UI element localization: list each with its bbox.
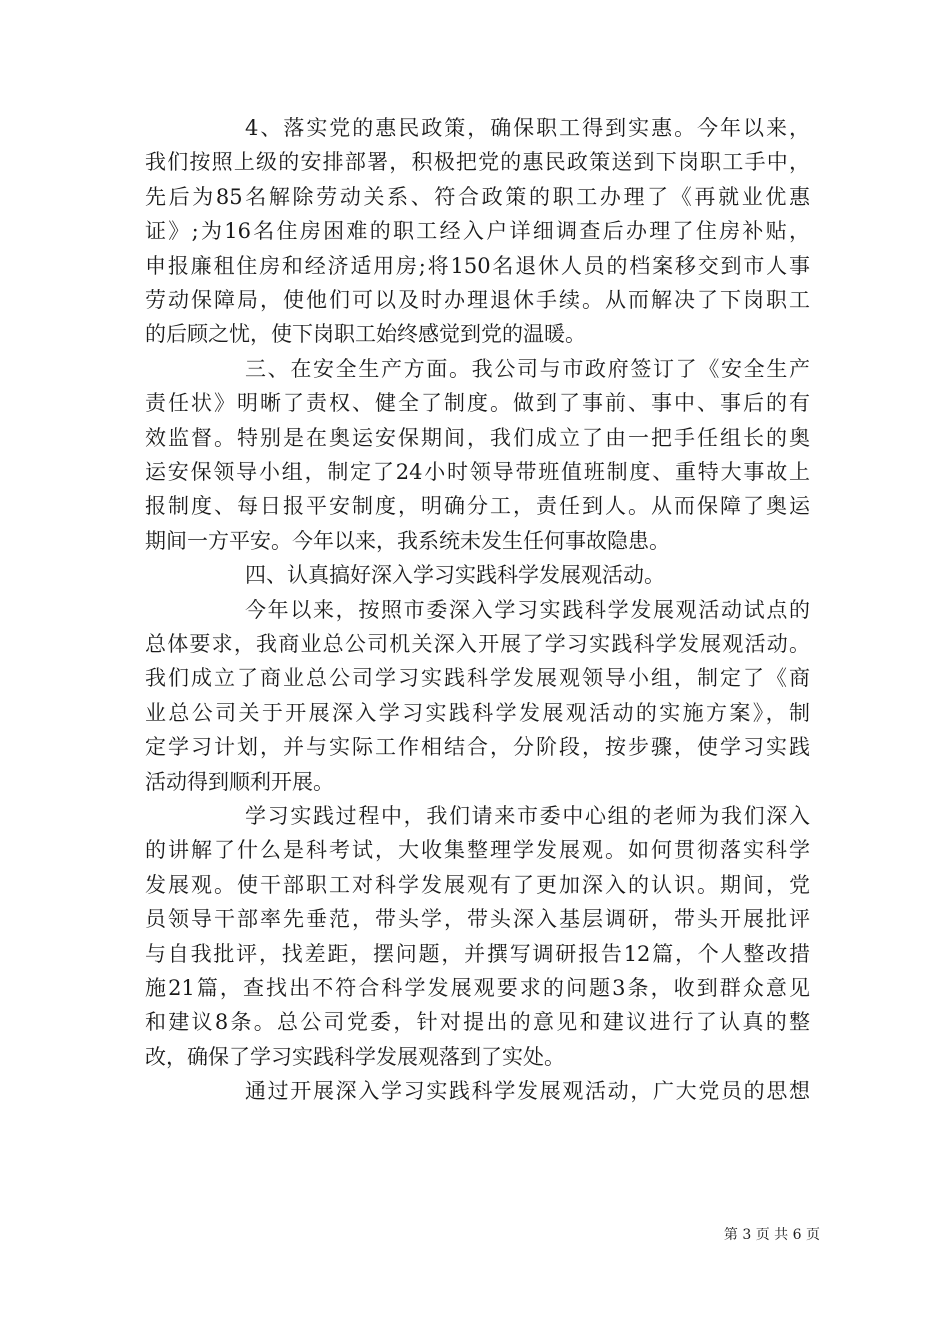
text-line: 今年以来，按照市委深入学习实践科学发展观活动试点的: [245, 598, 810, 622]
text-line: 申报廉租住房和经济适用房;将150名退休人员的档案移交到市人事: [145, 254, 810, 278]
text-line: 期间一方平安。今年以来，我系统未发生任何事故隐患。: [145, 529, 670, 553]
text-line: 报制度、每日报平安制度，明确分工，责任到人。从而保障了奥运: [145, 494, 810, 518]
text-line: 学习实践过程中，我们请来市委中心组的老师为我们深入: [245, 804, 810, 828]
text-line: 与自我批评，找差距，摆问题，并撰写调研报告12篇，个人整改措: [145, 942, 810, 966]
text-line: 业总公司关于开展深入学习实践科学发展观活动的实施方案》，制: [145, 701, 810, 725]
text-line: 发展观。使干部职工对科学发展观有了更加深入的认识。期间，党: [145, 873, 810, 897]
text-line: 的讲解了什么是科考试，大收集整理学发展观。如何贯彻落实科学: [145, 838, 810, 862]
text-line: 我们按照上级的安排部署，积极把党的惠民政策送到下岗职工手中，: [145, 150, 810, 174]
text-line: 效监督。特别是在奥运安保期间，我们成立了由一把手任组长的奥: [145, 426, 810, 450]
text-line: 通过开展深入学习实践科学发展观活动，广大党员的思想: [245, 1079, 810, 1103]
text-line: 员领导干部率先垂范，带头学，带头深入基层调研，带头开展批评: [145, 907, 810, 931]
text-line: 和建议8条。总公司党委，针对提出的意见和建议进行了认真的整: [145, 1010, 810, 1034]
text-line: 劳动保障局，使他们可以及时办理退休手续。从而解决了下岗职工: [145, 288, 810, 312]
text-line: 证》;为16名住房困难的职工经入户详细调查后办理了住房补贴，: [145, 219, 810, 243]
text-line: 活动得到顺利开展。: [145, 770, 334, 794]
text-line: 施21篇，查找出不符合科学发展观要求的问题3条，收到群众意见: [145, 976, 810, 1000]
text-line: 先后为85名解除劳动关系、符合政策的职工办理了《再就业优惠: [145, 185, 810, 209]
text-line: 责任状》明晰了责权、健全了制度。做到了事前、事中、事后的有: [145, 391, 810, 415]
text-line: 定学习计划，并与实际工作相结合，分阶段，按步骤，使学习实践: [145, 735, 810, 759]
text-line: 我们成立了商业总公司学习实践科学发展观领导小组，制定了《商: [145, 666, 810, 690]
text-line: 三、在安全生产方面。我公司与市政府签订了《安全生产: [245, 357, 810, 381]
text-line: 运安保领导小组，制定了24小时领导带班值班制度、重特大事故上: [145, 460, 810, 484]
text-line: 改，确保了学习实践科学发展观落到了实处。: [145, 1045, 565, 1069]
text-line: 4、落实党的惠民政策，确保职工得到实惠。今年以来，: [245, 116, 810, 140]
page-number-footer: 第 3 页 共 6 页: [723, 1227, 820, 1243]
text-line: 的后顾之忧，使下岗职工始终感觉到党的温暖。: [145, 322, 586, 346]
text-line: 四、认真搞好深入学习实践科学发展观活动。: [245, 563, 665, 587]
text-line: 总体要求，我商业总公司机关深入开展了学习实践科学发展观活动。: [145, 632, 810, 656]
